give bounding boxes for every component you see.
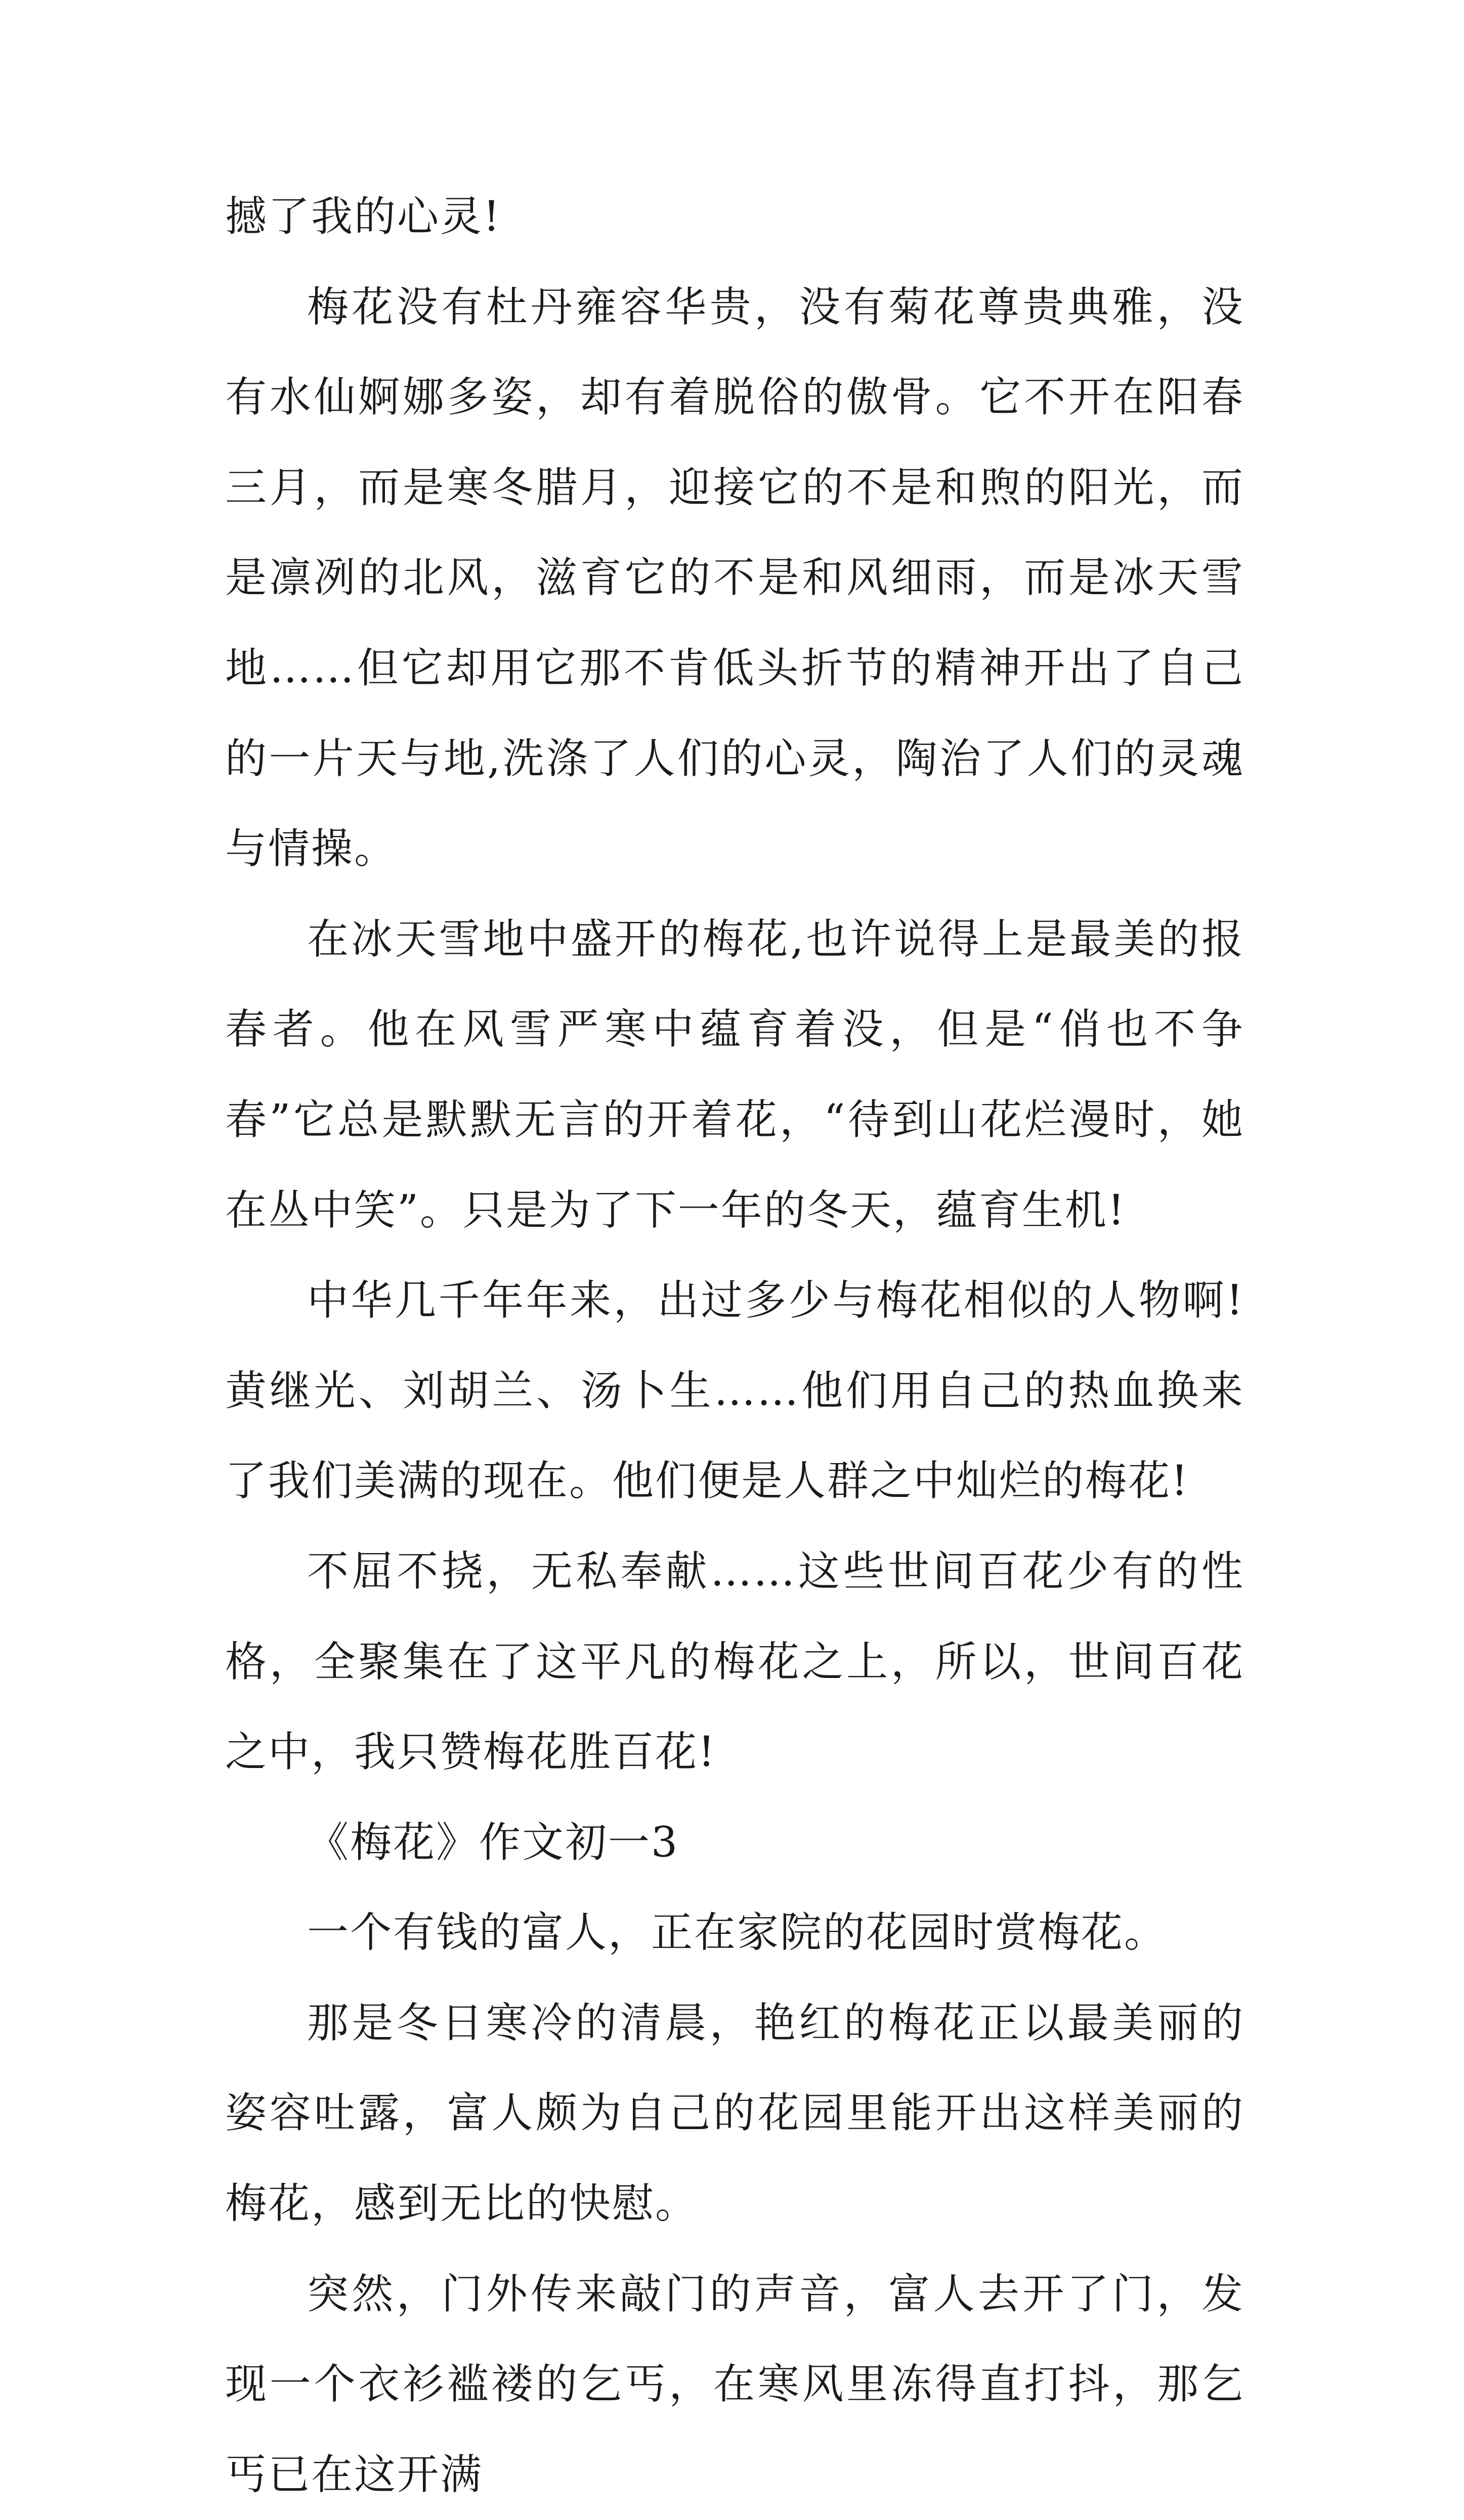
- paragraph-plum-description: 梅花没有杜丹雍容华贵，没有菊花尊贵典雅，没有水仙婀娜多姿，却有着脱俗的傲骨。它不开在阳春三月，而是寒冬腊月，迎接它的不是和煦的阳光，而是凛冽的北风，滋育它的不是和风细雨，而是冰天雪地……但它却用它那不肯低头折节的精神开出了自己的一片天与地,洗涤了人们的心灵，陶治了人们的灵魂与情操。: [225, 283, 1244, 873]
- paragraph-winter-morning: 那是冬日寒冷的清晨，艳红的梅花正以最美丽的姿容吐露，富人颇为自己的花园里能开出这样美丽的梅花，感到无比的快慰。: [225, 1999, 1244, 2228]
- paragraph-praise: 不屈不挠，无私奉献……这些世间百花少有的性格，全聚集在了这平凡的梅花之上，所以，世间百花之中，我只赞梅花胜百花!: [225, 1547, 1244, 1777]
- paragraph-continuation: 撼了我的心灵!: [225, 193, 501, 241]
- document-body: [225, 172, 1244, 2520]
- essay-title: 《梅花》作文初一3: [307, 1818, 679, 1867]
- paragraph-heroes: 中华几千年年来，出过多少与梅花相似的人物啊!黄继光、刘胡兰、汤卜生……他们用自己的热血换来了我们美满的现在。他们便是人群之中灿烂的梅花!: [225, 1276, 1244, 1506]
- paragraph-spring-herald: 在冰天雪地中盛开的梅花,也许说得上是最美的报春者。他在风雪严寒中蕴育着没，但是“俏也不争春”它总是默默无言的开着花，“待到山花烂漫时，她在丛中笑”。只是为了下一年的冬天，蕴育生机!: [225, 915, 1244, 1234]
- paragraph-beggar: 突然，门外传来敲门的声音，富人去开了门，发现一个衣衫褴褛的乞丐，在寒风里冻得直打抖，那乞丐已在这开满: [225, 2270, 1244, 2499]
- paragraph-rich-man: 一个有钱的富人，正在家院的花园时赏梅花。: [307, 1909, 1168, 1957]
